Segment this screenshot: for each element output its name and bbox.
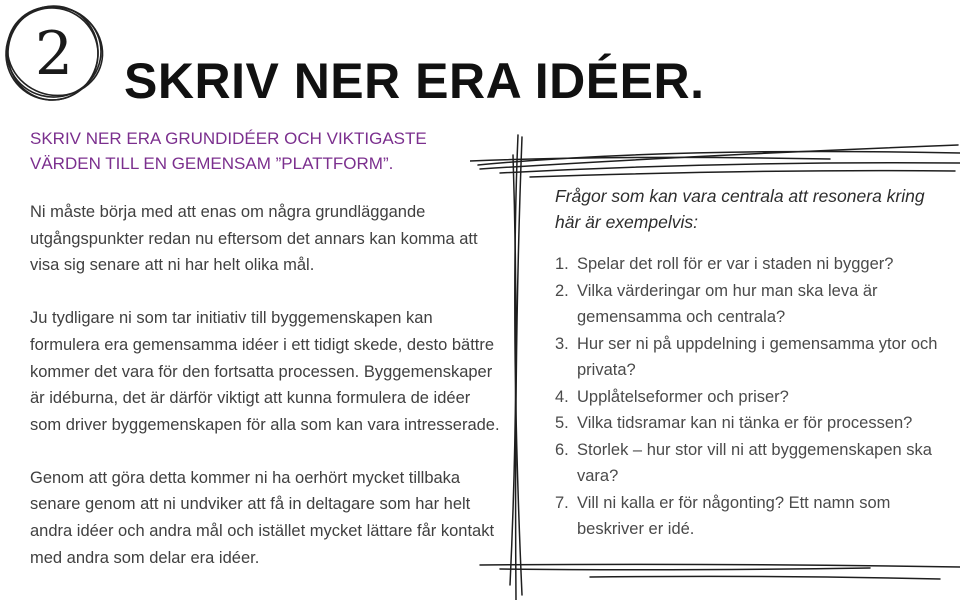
list-item: 1. Spelar det roll för er var i staden ni bygger?: [555, 255, 894, 273]
body-text: [30, 199, 500, 571]
paragraph: Ju tydligare ni som tar initiativ till byggemenskapen kan formulera era gemensamma idéer i ett tidigt skede, desto bättre kommer det vara för den fortsatta processen. Byggemenskaper är idéburna, det är därför viktigt att kunna formulera de idéer som driver byggemenskapen för alla som kan vara intresserade.: [30, 309, 500, 434]
questions-heading: Frågor som kan vara centrala att resonera kring här är exempelvis:: [555, 186, 925, 232]
questions-box: [555, 183, 940, 543]
questions-list: [555, 251, 940, 543]
paragraph: Ni måste börja med att enas om några grundläggande utgångspunkter redan nu eftersom det annars kan komma att visa sig senare att ni har helt olika mål.: [30, 203, 478, 275]
paragraph: Genom att göra detta kommer ni ha oerhört mycket tillbaka senare genom att ni undviker att få in deltagare som har helt andra idéer och andra mål och istället mycket lättare får kontakt med andra som delar era idéer.: [30, 468, 495, 567]
page-title: SKRIV NER ERA IDÉER.: [124, 53, 705, 109]
list-item: 4. Upplåtelseformer och priser?: [555, 387, 789, 406]
step-badge: [0, 0, 110, 110]
list-item: 3. Hur ser ni på uppdelning i gemensamma ytor och privata?: [555, 334, 938, 379]
lead-heading: SKRIV NER ERA GRUNDIDÉER OCH VIKTIGASTE VÄRDEN TILL EN GEMENSAM ”PLATTFORM”.: [30, 129, 427, 173]
list-item: 6. Storlek – hur stor vill ni att byggemenskapen ska vara?: [555, 440, 932, 485]
list-item: 5. Vilka tidsramar kan ni tänka er för processen?: [555, 414, 913, 432]
list-item: 2. Vilka värderingar om hur man ska leva är gemensamma och centrala?: [555, 281, 878, 326]
step-number: 2: [34, 19, 74, 89]
list-item: 7. Vill ni kalla er för någonting? Ett namn som beskriver er idé.: [555, 493, 891, 538]
